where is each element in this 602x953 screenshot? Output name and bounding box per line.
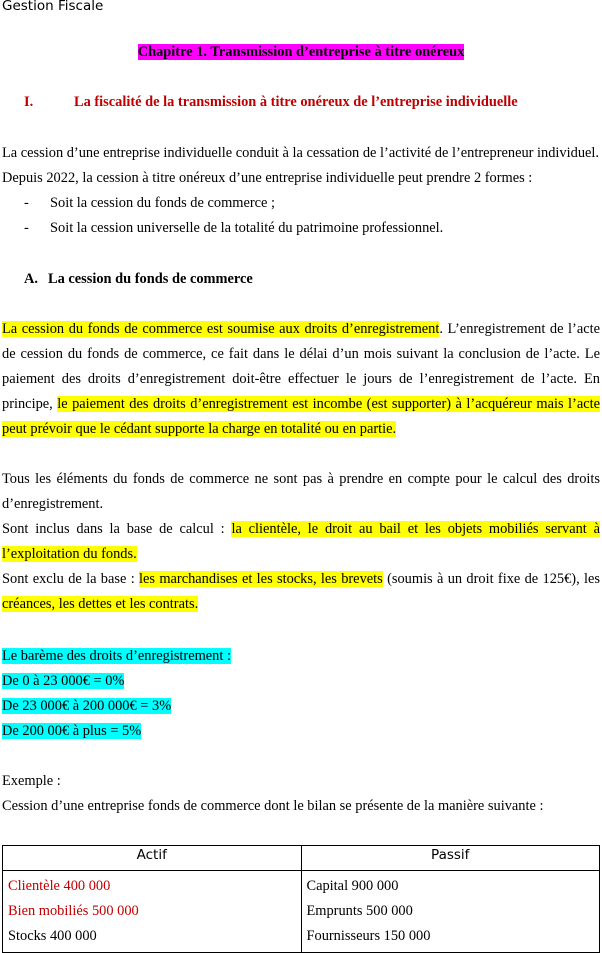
para1-line-5 xyxy=(2,417,600,441)
subsection-letter: A. xyxy=(24,271,38,287)
actif-item: Stocks 400 000 xyxy=(8,928,97,944)
body-text: . L’enregistrement de l’acte xyxy=(439,321,600,337)
para2-line-3 xyxy=(2,517,600,541)
highlighted-text: la clientèle, le droit au bail et les objets mobiliés servant à xyxy=(231,521,600,537)
para2-line-2: d’enregistrement. xyxy=(2,496,104,512)
table-row xyxy=(3,871,600,953)
page-header: Gestion Fiscale xyxy=(2,0,104,14)
bullet-text: Soit la cession universelle de la totalité du patrimoine professionnel. xyxy=(50,220,444,236)
bareme-row-text: De 200 00€ à plus = 5% xyxy=(2,723,142,739)
bareme-row xyxy=(2,719,600,743)
bullet-dash: - xyxy=(24,220,29,236)
bareme-row xyxy=(2,669,600,693)
highlighted-text: l’exploitation du fonds. xyxy=(2,546,137,562)
section-title: La fiscalité de la transmission à titre onéreux de l’entreprise individuelle xyxy=(74,94,518,110)
body-text: Sont exclu de la base : xyxy=(2,571,140,587)
bilan-table xyxy=(2,845,600,953)
para2-line-5 xyxy=(2,567,600,591)
subsection-title: La cession du fonds de commerce xyxy=(48,271,253,287)
exemple-text: Cession d’une entreprise fonds de commerce dont le bilan se présente de la manière suivante : xyxy=(2,798,544,814)
para2-line-1: Tous les éléments du fonds de commerce ne sont pas à prendre en compte pour le calcul des droits xyxy=(2,471,600,487)
exemple-label: Exemple : xyxy=(2,773,61,789)
body-text: (soumis à un droit fixe de 125€), les xyxy=(382,571,600,587)
table-header-actif: Actif xyxy=(3,846,302,871)
intro-line-2: Depuis 2022, la cession à titre onéreux d’une entreprise individuelle peut prendre 2 formes : xyxy=(2,170,533,186)
chapter-title-line xyxy=(0,40,602,64)
highlighted-text: créances, les dettes et les contrats. xyxy=(2,596,199,612)
para1-line-4 xyxy=(2,392,600,416)
para1-line-3: paiement des droits d’enregistrement doit-être effectuer le jours de l’enregistrement de l’acte. En xyxy=(2,371,600,387)
highlighted-text: les marchandises et les stocks, les brevets xyxy=(139,571,383,587)
passif-item: Capital 900 000 xyxy=(306,878,399,894)
chapter-title: Chapitre 1. Transmission d’entreprise à titre onéreux xyxy=(137,44,465,60)
highlighted-text: le paiement des droits d’enregistrement est incombe (est supporter) à l’acquéreur mais l’acte xyxy=(57,396,600,412)
body-text: Sont inclus dans la base de calcul : xyxy=(2,521,232,537)
bullet-dash: - xyxy=(24,195,29,211)
actif-cell xyxy=(3,871,302,953)
bareme-title-line xyxy=(2,644,600,668)
bareme-row xyxy=(2,694,600,718)
table-header-row xyxy=(3,846,600,871)
intro-line-1: La cession d’une entreprise individuelle conduit à la cessation de l’activité de l’entrepreneur individuel. xyxy=(2,145,599,161)
actif-item: Clientèle 400 000 xyxy=(8,878,111,894)
body-text: principe, xyxy=(2,396,58,412)
highlighted-text: La cession du fonds de commerce est soumise aux droits d’enregistrement xyxy=(2,321,440,337)
bullet-text: Soit la cession du fonds de commerce ; xyxy=(50,195,276,211)
passif-cell xyxy=(301,871,600,953)
passif-item: Emprunts 500 000 xyxy=(306,903,413,919)
bareme-row-text: De 23 000€ à 200 000€ = 3% xyxy=(2,698,172,714)
table-header-passif: Passif xyxy=(301,846,600,871)
para1-line-2: de cession du fonds de commerce, ce fait dans le délai d’un mois suivant la conclusion de l’acte. Le xyxy=(2,346,600,362)
highlighted-text: peut prévoir que le cédant supporte la charge en totalité ou en partie. xyxy=(2,421,397,437)
para2-line-4 xyxy=(2,542,600,566)
section-number: I. xyxy=(24,94,34,110)
bareme-title: Le barème des droits d’enregistrement : xyxy=(2,648,231,664)
passif-item: Fournisseurs 150 000 xyxy=(306,928,431,944)
actif-item: Bien mobiliés 500 000 xyxy=(8,903,139,919)
bareme-row-text: De 0 à 23 000€ = 0% xyxy=(2,673,125,689)
para2-line-6 xyxy=(2,592,600,616)
para1-line-1 xyxy=(2,317,600,341)
